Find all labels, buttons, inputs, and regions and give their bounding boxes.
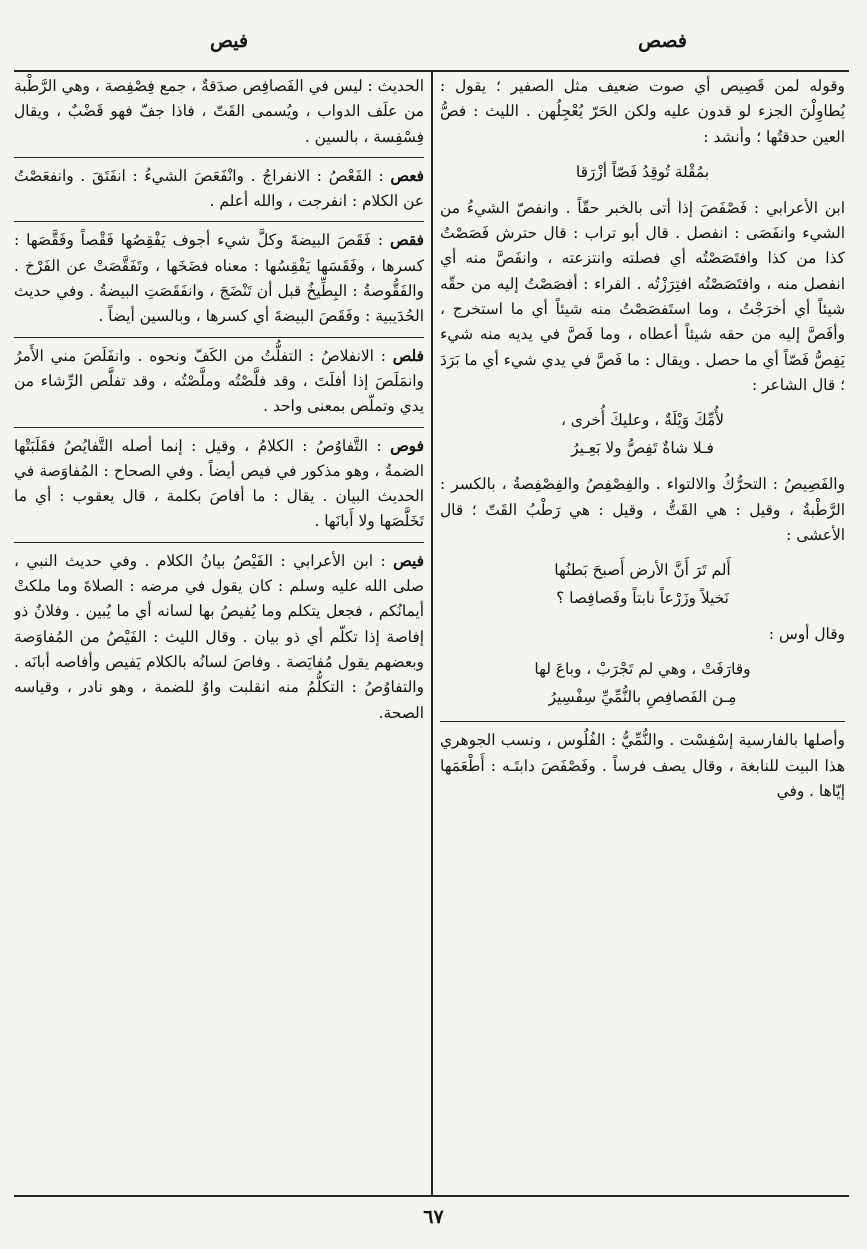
entry-text: : ابن الأعرابي : الفَيْصُ بيانُ الكلام . وفي حديث النبي ، صلى الله عليه وسلم : كان يقول في مرضه : الصلاةَ وما ملكتْ أيمانُكم ، فجعل يتكلم وما يُفيصُ بها لسانه أي ما يُبين . وفلانٌ ذو إفاصة إذا تكلّم أي ذو بيان . وقال الليث : الفَيْصُ من المُفاوَصة وبعضهم يقول مُفايَصة . وفاصَ لسانُه بالكلام يَفيص وأفاصه أبانَه . والتفاوُصُ : التكلُّمُ منه انقلبت واوٌ للضمة ، وهو نادر ، وقياسه الصحة. xyxy=(14,551,424,722)
verse-line: لأُمِّكَ وَيْلَةٌ ، وعليكَ أُخرى ، xyxy=(560,411,725,430)
entry-divider xyxy=(14,157,424,158)
entry-divider xyxy=(14,542,424,543)
paragraph: والفَصِيصُ : التحرُّكُ والالتواء . والفِصْفِصُ والفِصْفِصةُ ، بالكسر : الرَّطْبةُ ، وقيل : هي القَتُّ ، وقيل : هي رَطْبُ القَتّ ؛ قال الأعشى : xyxy=(440,475,845,544)
paragraph: وقال أوس : xyxy=(768,625,845,644)
bottom-rule xyxy=(14,1195,849,1197)
paragraph: ابن الأعرابي : فَصْفَصَ إذا أتى بالخبر حقّاً . وانفصّ الشيءُ من الشيء وانفَصَى : انفصل . قال أبو تراب : قال حترش فَصَصْتُ كذا من كذا وافتَصَصْتُه أي فصلته وانتزعته ، وانفَصَّ منه أي انفصل منه ، وافتَصَصْتُه افتِرَزْتُه . الفراء : أفصَصْتُ إليه من حقّه شيئاً أي أخرَجْتُ ، وما استَفصَصْتُ منه شيئاً أي ما استخرج ، وأفَصَّ إليه من حقه شيئاً أعطاه ، وما فَصَّ في يديه منه شيء يَفِصُّ فَصّاً أي ما حصل . ويقال : ما فَصَّ في يدي شيء أي ما بَرَدَ ؛ قال الشاعر : xyxy=(440,198,845,394)
entry-headword: فقص xyxy=(390,231,424,250)
verse-line: نَخيلاً وزَرْعاً نابتاً وفَصافِصا ؟ xyxy=(556,589,729,608)
entry-headword: فعص xyxy=(390,166,424,185)
left-column xyxy=(14,74,424,1192)
entry-fas xyxy=(14,164,424,215)
column-divider xyxy=(431,72,433,1195)
verse-line: أَلم تَرَ أَنَّ الأرض أَصبحَ بَطنُها xyxy=(554,561,731,580)
section-divider xyxy=(440,721,845,722)
entry-faqs xyxy=(14,228,424,329)
verse-line: مِـن الفَصافِصِ بالنُّمِّيِّ سِفْسِيرُ xyxy=(548,688,737,707)
entry-divider xyxy=(14,337,424,338)
entry-fys xyxy=(14,549,424,726)
entry-fws xyxy=(14,434,424,535)
entry-headword: فيص xyxy=(393,551,424,570)
verse xyxy=(440,556,845,612)
running-head-left: فيص xyxy=(210,30,249,52)
verse xyxy=(440,158,845,186)
entry-fls xyxy=(14,344,424,420)
verse xyxy=(440,655,845,711)
entry-text: : التَّفاوُصُ : الكلامُ ، وقيل : إنما أصله التَّفايُصُ فقَلَبَتْها الضمةُ ، وهو مذكور في فيص أيضاً . وفي الصحاح : المُفاوَصة في الحديث البيان . يقال : ما أفاصَ بكلمة ، قال يعقوب : أي ما تَخَلَّصَها ولا أَبانَها . xyxy=(14,436,424,531)
verse-line: بمُقْلة تُوقِدُ فَصّاً أزْرَقا xyxy=(575,162,710,181)
entry-headword: فلص xyxy=(392,346,424,365)
verse-line: فـلا شاةٌ تَفِصُّ ولا بَعِـيرُ xyxy=(571,439,714,458)
entry-divider xyxy=(14,427,424,428)
running-head-right: فصص xyxy=(638,30,687,52)
right-column xyxy=(440,74,845,1192)
paragraph: وأصلها بالفارسية إسْفِسْت . والنُّمِّيُّ : الفُلُوس ، ونسب الجوهري هذا البيت للنابغة ، وقال يصف فرساً . وفَصْفَصَ دابتَـه : أَطْعَمَها إيّاها . وفي xyxy=(440,731,845,801)
entry-text: : الفَعْصُ : الانفراجُ . وانْفَعَصَ الشيءُ : انفَتَقَ . وانفعَصْتُ عن الكلام : انفرجت ، والله أعلم . xyxy=(14,166,424,211)
paragraph: الحديث : ليس في الفَصافِص صدَقةٌ ، جمع فِصْفِصة ، وهي الرَّطْبة من علَف الدواب ، ويُسمى القَتّ ، فاذا جفّ فهو قَضْبٌ ، ويقال فِسْفِسة ، بالسين . xyxy=(14,77,424,146)
verse xyxy=(440,406,845,462)
entry-headword: فوص xyxy=(390,436,424,455)
paragraph: وقوله لمن قَصِيص أي صوت ضعيف مثل الصفير ؛ يقول : يُطاوِلْنَ الجزء لو قدون عليه ولكن الحَرّ يُعْجِلُهن . الليث : فصُّ العين حدقتُها ؛ وأنشد : xyxy=(440,77,845,146)
verse-line: وقارَفَتْ ، وهي لم تَجْرَبْ ، وباعَ لها xyxy=(534,660,751,679)
entry-text: : الانفلاصُ : التفلُّتُ من الكَفّ ونحوه . وانفَلَصَ مني الأَمرُ وانمَلَصَ إذا أفلَتَ ، وقد فلَّصْتُه وملَّصْتُه ، وقد تفلَّص الرِّشاء من يدي وتملّص بمعنى واحد . xyxy=(14,346,424,416)
entry-text: : فَقَصَ البيضةَ وكلَّ شيء أجوف يَفْقِصُها فَقْصاً وفَقَّصَها : كسرها ، وفَقَسَها يَفْقِسُها : معناه فضَخَها ، وتَفَقَّصَتْ عن الفَرْخ . والفَقُّوصةُ : البِطِّيخُ قبل أن تَنْضَجَ ، وانفَقَصَتِ البيضةُ . وفي حديث الحُدَيبية : وفَقَصَ البيضةَ أي كسرها ، وبالسين أيضاً . xyxy=(14,231,424,326)
entry-divider xyxy=(14,221,424,222)
page-number: ٦٧ xyxy=(423,1206,444,1228)
